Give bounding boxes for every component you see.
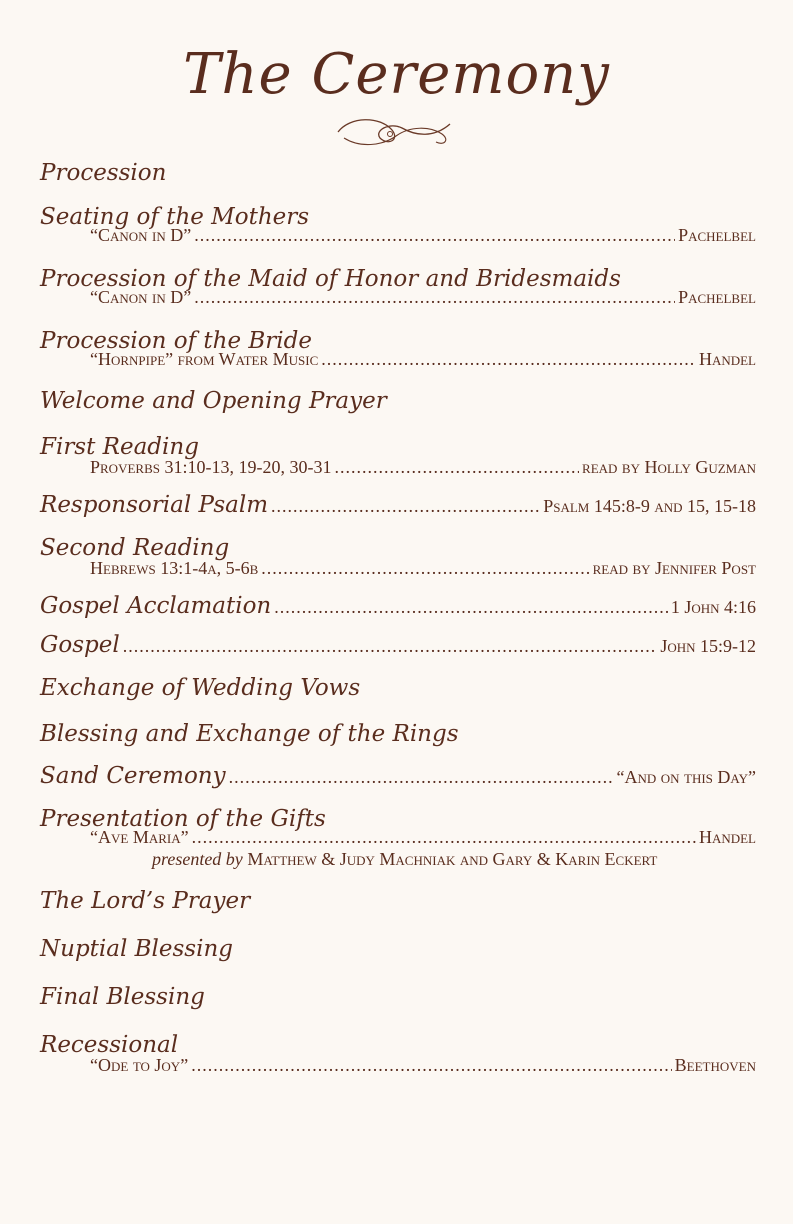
- dot-leader: [194, 224, 675, 246]
- item-detail-line: [40, 826, 756, 848]
- item-detail: “Ode to Joy”: [90, 1055, 189, 1075]
- item-performer: Pachelbel: [678, 225, 756, 245]
- program-item: [40, 386, 756, 416]
- dot-leader: [192, 826, 696, 848]
- item-detail-line: [40, 557, 756, 579]
- dot-leader: [274, 596, 668, 618]
- item-performer: Handel: [698, 349, 756, 369]
- item-heading: The Lord’s Prayer: [40, 888, 251, 914]
- item-heading: Responsorial Psalm: [40, 492, 269, 518]
- item-performer: Handel: [698, 827, 756, 847]
- presenter-credit: [40, 848, 756, 870]
- item-heading: Gospel Acclamation: [40, 593, 272, 619]
- program-item: [40, 673, 756, 703]
- item-heading: Procession of the Maid of Honor and Bridesmaids: [40, 266, 621, 292]
- item-performer: Beethoven: [674, 1055, 756, 1075]
- item-heading: Exchange of Wedding Vows: [40, 675, 361, 701]
- program-item: [40, 202, 756, 246]
- item-detail: “Canon in D”: [90, 225, 192, 245]
- program-item: [40, 804, 756, 870]
- program-item: [40, 886, 756, 916]
- item-detail: Hebrews 13:1-4a, 5-6b: [90, 558, 259, 578]
- program-item: [40, 494, 756, 517]
- program-item: [40, 719, 756, 749]
- dot-leader: [123, 635, 658, 657]
- flourish-ornament: [330, 108, 460, 150]
- dot-leader: [271, 495, 540, 517]
- program-item: [40, 533, 756, 579]
- item-heading: First Reading: [40, 434, 199, 460]
- program-item: [40, 765, 756, 788]
- item-heading: Procession of the Bride: [40, 328, 312, 354]
- item-detail-line: [40, 1054, 756, 1076]
- item-detail-line: [40, 348, 756, 370]
- page-title: The Ceremony: [183, 42, 610, 107]
- item-detail-line: [40, 456, 756, 478]
- item-detail-line: [40, 224, 756, 246]
- item-detail: Proverbs 31:10-13, 19-20, 30-31: [90, 457, 332, 477]
- item-value: John 15:9-12: [660, 636, 756, 656]
- item-heading: Procession: [40, 160, 167, 186]
- program-item: [40, 326, 756, 370]
- program-item: [40, 595, 756, 618]
- item-heading: Seating of the Mothers: [40, 204, 310, 230]
- item-inline-line: [40, 494, 756, 517]
- item-performer: read by Holly Guzman: [582, 457, 756, 477]
- item-heading: Blessing and Exchange of the Rings: [40, 721, 459, 747]
- item-heading: Final Blessing: [40, 984, 205, 1010]
- program-item: [40, 634, 756, 657]
- item-heading: Gospel: [40, 632, 120, 658]
- item-inline-line: [40, 634, 756, 657]
- dot-leader: [334, 456, 579, 478]
- item-detail: “Ave Maria”: [90, 827, 189, 847]
- credit-prefix: presented by: [152, 849, 243, 869]
- item-value: Psalm 145:8-9 and 15, 15-18: [543, 496, 756, 516]
- ceremony-program: [40, 150, 756, 1076]
- credit-names: Matthew & Judy Machniak and Gary & Karin Eckert: [247, 849, 658, 869]
- item-performer: Pachelbel: [678, 287, 756, 307]
- program-item: [40, 1030, 756, 1076]
- item-inline-line: [40, 595, 756, 618]
- item-detail: “Canon in D”: [90, 287, 192, 307]
- item-detail: “Hornpipe” from Water Music: [90, 349, 319, 369]
- item-value: “And on this Day”: [616, 767, 756, 787]
- program-item: [40, 432, 756, 478]
- item-detail-line: [40, 286, 756, 308]
- program-item: [40, 934, 756, 964]
- item-value: 1 John 4:16: [670, 597, 756, 617]
- item-heading: Recessional: [40, 1032, 179, 1058]
- item-inline-line: [40, 765, 756, 788]
- dot-leader: [229, 766, 614, 788]
- program-item: [40, 982, 756, 1012]
- dot-leader: [194, 286, 675, 308]
- program-item: [40, 158, 756, 188]
- dot-leader: [191, 1054, 671, 1076]
- item-heading: Welcome and Opening Prayer: [40, 388, 387, 414]
- item-heading: Presentation of the Gifts: [40, 806, 326, 832]
- item-performer: read by Jennifer Post: [592, 558, 756, 578]
- dot-leader: [261, 557, 589, 579]
- program-item: [40, 264, 756, 308]
- dot-leader: [321, 348, 696, 370]
- item-heading: Second Reading: [40, 535, 230, 561]
- item-heading: Nuptial Blessing: [40, 936, 234, 962]
- item-heading: Sand Ceremony: [40, 763, 226, 789]
